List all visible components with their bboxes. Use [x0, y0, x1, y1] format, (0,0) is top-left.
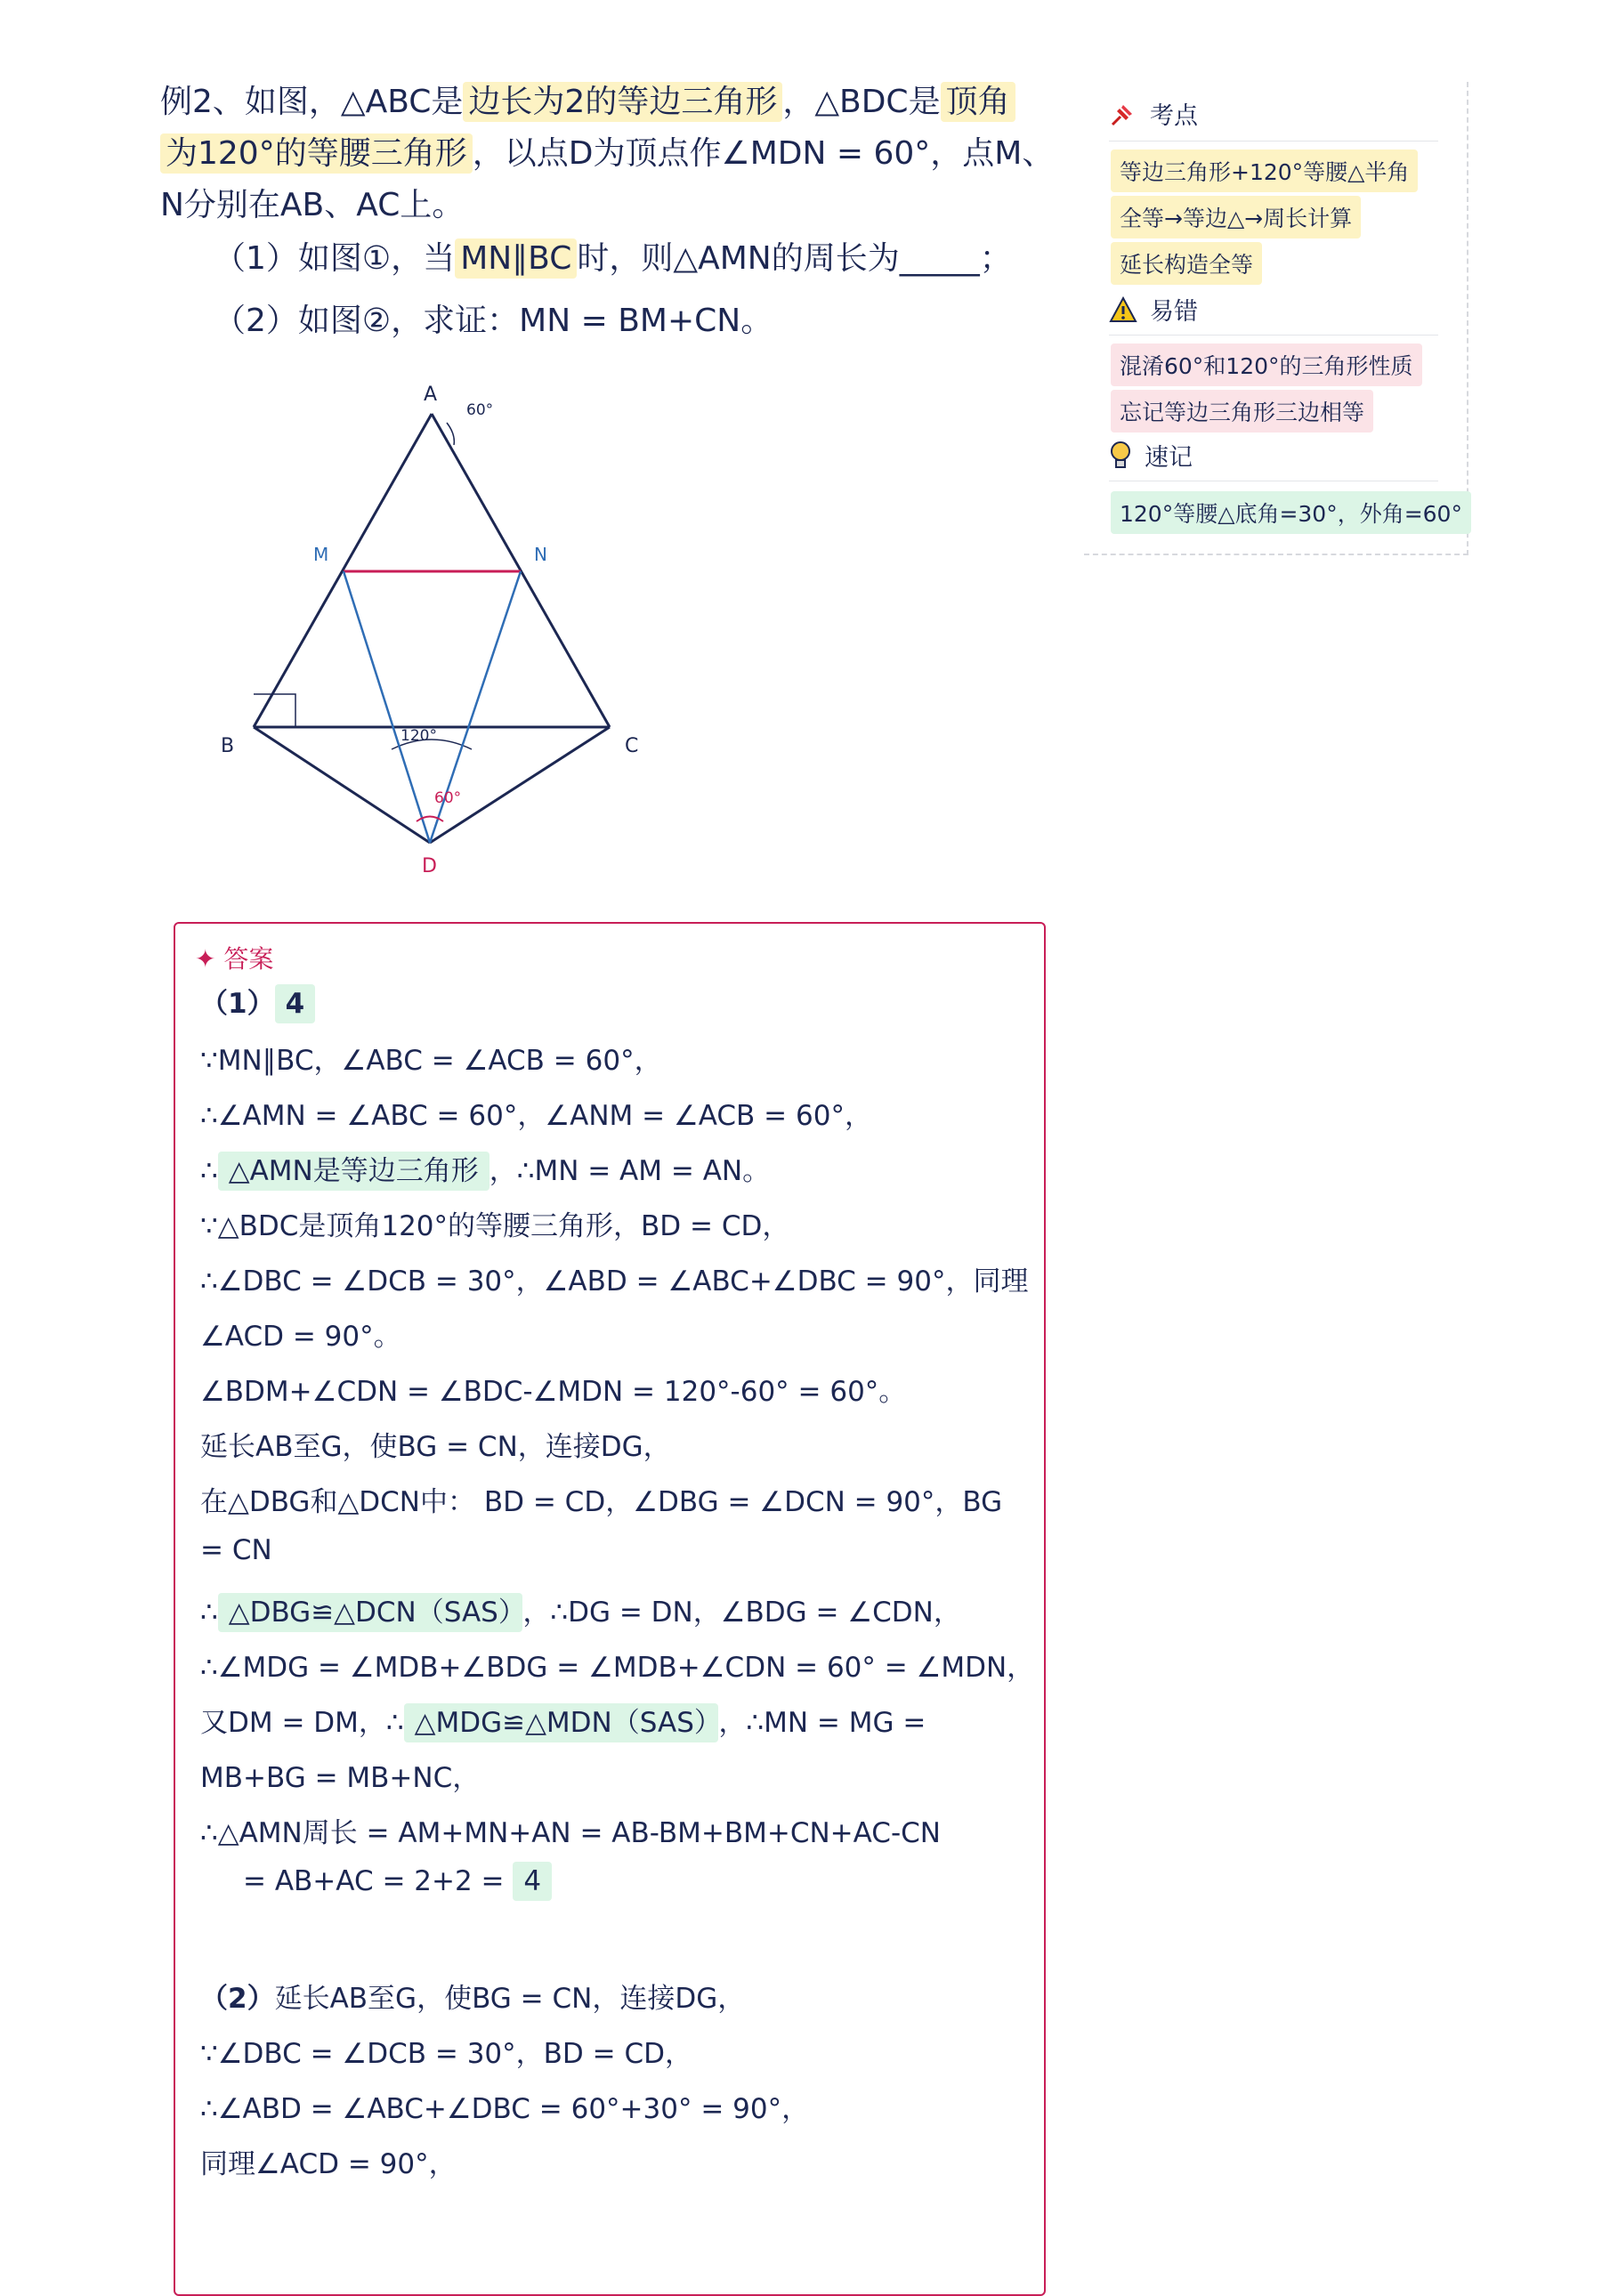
highlight: 为120°的等腰三角形	[160, 133, 473, 174]
problem-line-1: 例2、如图，△ABC是 边长为2的等边三角形 ，△BDC是 顶角	[160, 77, 1015, 128]
problem-line-3: N分别在AB、AC上。	[160, 187, 465, 223]
answer-line: 同理∠ACD = 90°，	[200, 2148, 457, 2180]
pushpin-icon	[1109, 100, 1137, 128]
question-2: （2）如图②，求证：MN = BM+CN。	[214, 303, 773, 339]
angle-label-mdn: 60°	[434, 789, 462, 807]
memo-header: 速记	[1109, 438, 1193, 473]
side-cd	[430, 727, 610, 843]
highlight: △MDG≌△MDN（SAS）	[404, 1703, 719, 1742]
answer-part-1: （1） 4	[200, 981, 315, 1021]
question-1: （1）如图①，当 MN∥BC 时，则△AMN的周长为_____；	[214, 240, 1012, 277]
label-a: A	[424, 384, 438, 406]
answer-line: 在△DBG和△DCN中： BD = CD，∠DBG = ∠DCN = 90°，BG	[200, 1486, 1003, 1518]
answer-line: ∴∠AMN = ∠ABC = 60°，∠ANM = ∠ACB = 60°，	[200, 1100, 872, 1132]
answer-value: 4	[513, 1862, 552, 1901]
answer-line: ∴ △AMN是等边三角形 ，∴MN = AM = AN。	[200, 1148, 770, 1188]
exam-tag: 延长构造全等	[1111, 242, 1262, 285]
mistake-tag: 忘记等边三角形三边相等	[1111, 390, 1373, 433]
answer-line: ∴∠DBC = ∠DCB = 30°，∠ABD = ∠ABC+∠DBC = 90°，同理	[200, 1265, 1029, 1298]
geometry-diagram	[214, 374, 676, 881]
memo-tag: 120°等腰△底角=30°，外角=60°	[1111, 491, 1471, 534]
answer-title: ✦ 答案	[195, 944, 274, 974]
answer-line: ∴∠ABD = ∠ABC+∠DBC = 60°+30° = 90°，	[200, 2093, 810, 2125]
answer-line: ∠BDM+∠CDN = ∠BDC-∠MDN = 120°-60° = 60°。	[200, 1376, 907, 1408]
answer-box	[174, 922, 1046, 2296]
highlight: △DBG≌△DCN（SAS）	[218, 1593, 523, 1632]
lightbulb-icon	[1109, 441, 1132, 471]
answer-line: ∴∠MDG = ∠MDB+∠BDG = ∠MDB+∠CDN = 60° = ∠MDN，	[200, 1652, 1035, 1684]
exam-tag: 全等→等边△→周长计算	[1111, 196, 1361, 238]
mistake-tag: 混淆60°和120°的三角形性质	[1111, 344, 1422, 386]
answer-line: MB+BG = MB+NC，	[200, 1762, 481, 1794]
problem-line-2: 为120°的等腰三角形 ，以点D为顶点作∠MDN = 60°，点M、	[160, 128, 1054, 180]
exam-tag: 等边三角形+120°等腰△半角	[1111, 150, 1418, 192]
answer-line: ∴△AMN周长 = AM+MN+AN = AB-BM+BM+CN+AC-CN	[200, 1817, 941, 1849]
angle-label-bdc: 120°	[400, 727, 437, 745]
label-c: C	[625, 735, 639, 757]
answer-line: ∠ACD = 90°。	[200, 1321, 401, 1353]
label-n: N	[534, 544, 547, 565]
answer-line: 延长AB至G，使BG = CN，连接DG，	[200, 1431, 671, 1463]
warning-icon	[1109, 296, 1137, 323]
answer-line: 又DM = DM，∴ △MDG≌△MDN（SAS） ，∴MN = MG =	[200, 1700, 926, 1740]
right-angle-mark	[254, 694, 295, 727]
answer-line: ∵△BDC是顶角120°的等腰三角形，BD = CD，	[200, 1210, 790, 1242]
divider	[1109, 335, 1438, 336]
answer-part-2: （2）延长AB至G，使BG = CN，连接DG，	[200, 1983, 746, 2015]
answer-line: = CN	[200, 1534, 272, 1566]
label-m: M	[313, 544, 329, 565]
mistakes-header: 易错	[1109, 292, 1198, 327]
answer-line: ∴ △DBG≌△DCN（SAS） ，∴DG = DN，∠BDG = ∠CDN，	[200, 1589, 961, 1629]
answer-line: = AB+AC = 2+2 = 4	[243, 1865, 552, 1897]
exam-points-header: 考点	[1109, 96, 1198, 131]
answer-value: 4	[275, 984, 316, 1023]
label-d: D	[422, 855, 437, 877]
label-b: B	[221, 735, 235, 757]
answer-line: ∵MN∥BC，∠ABC = ∠ACB = 60°，	[200, 1045, 662, 1077]
highlight: 边长为2的等边三角形	[463, 82, 782, 122]
segment-dm	[344, 571, 430, 843]
highlight: 顶角	[941, 82, 1015, 122]
highlight: △AMN是等边三角形	[218, 1152, 489, 1191]
angle-label-top: 60°	[466, 401, 494, 419]
highlight: MN∥BC	[455, 238, 577, 279]
answer-line: ∵∠DBC = ∠DCB = 30°，BD = CD，	[200, 2038, 692, 2070]
notes-sidebar	[1084, 82, 1468, 555]
